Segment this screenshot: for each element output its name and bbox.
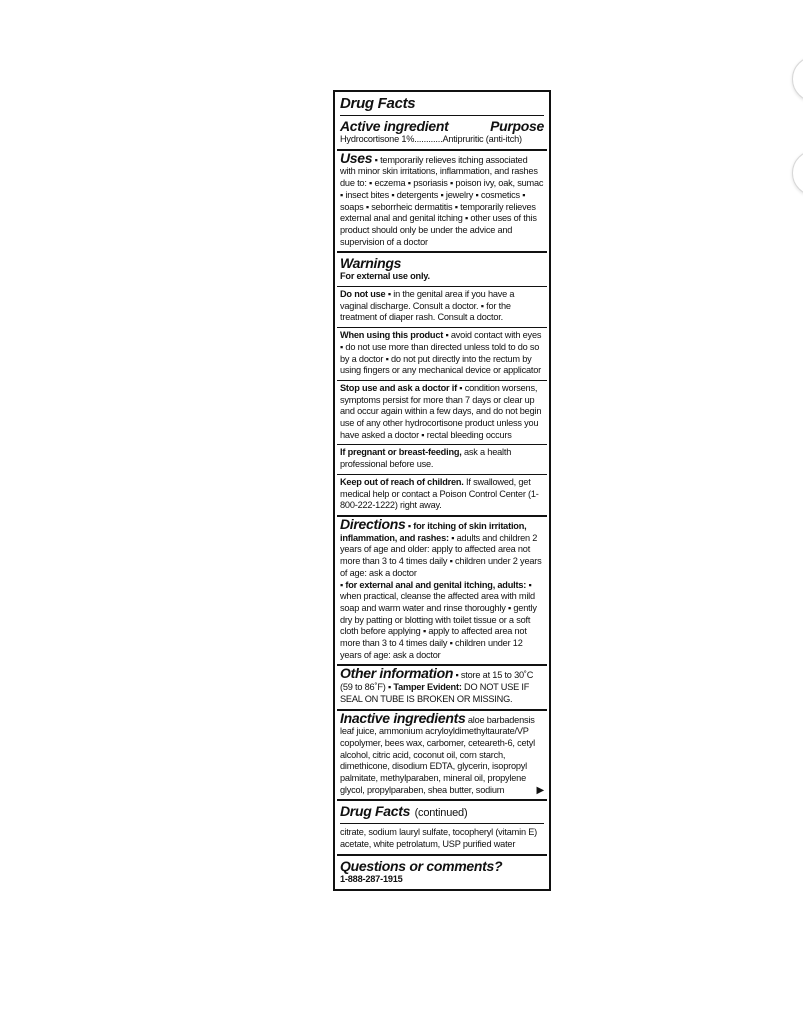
drug-facts-title: Drug Facts — [340, 94, 544, 116]
tamper-evident-text: DO NOT USE IF SEAL ON TUBE IS BROKEN OR MISSING. — [340, 682, 530, 704]
do-not-use-text: ▪ in the genital area if you have a vaginal discharge. Consult a doctor. ▪ for the treatment of diaper rash. Consult a doctor. — [340, 289, 515, 323]
pregnant-label: If pregnant or breast-feeding, — [340, 447, 462, 458]
keep-out-label: Keep out of reach of children. — [340, 476, 464, 487]
directions-section — [337, 515, 547, 664]
when-using-text: ▪ avoid contact with eyes ▪ do not use more than directed unless told to do so by a doctor ▪ do not put directly into the rectum by using fingers or any mechanical device or applicator — [340, 330, 542, 376]
other-info-storage: ▪ store at 15 to 30˚C (59 to 86˚F) — [340, 670, 534, 693]
active-ingredient-heading: Active ingredient — [340, 118, 449, 134]
drug-facts-panel — [333, 90, 551, 891]
stop-use-text: ▪ condition worsens, symptoms persist for more than 7 days or clear up and occur again within a few days, and do not begin use of any other hydrocortisone product unless you have asked a doctor ▪ rectal bleeding occurs — [340, 382, 542, 440]
warnings-heading: Warnings — [340, 255, 402, 272]
questions-phone: 1-888-287-1915 — [340, 873, 403, 884]
inactive-text: aloe barbadensis leaf juice, ammonium acryloyldimethyltaurate/VP copolymer, bees wax, carbomer, ceteareth-6, cetyl alcohol, citric acid, coconut oil, corn starch, dimethicone, disodium EDTA, glycerin, isopropyl palmitate, methylparaben, mineral oil, propylene glycol, propylparaben, shea butter, sodium — [340, 714, 535, 795]
uses-section: Uses ▪ temporarily relieves itching associated with minor skin irritations, inflammation, and rashes due to: ▪ eczema ▪ psoriasis ▪ poison ivy, oak, sumac ▪ insect bites ▪ detergents ▪ jewelry ▪ cosmetics ▪ soaps ▪ seborrheic dermatitis ▪ temporarily relieves external anal and genital itching ▪ other uses of this product should only be under the advice and supervision of a doctor — [337, 149, 547, 252]
keep-out-section — [337, 474, 547, 515]
external-use-text: For external use only. — [340, 271, 430, 282]
directions-part2-text: ▪ when practical, cleanse the affected area with mild soap and warm water and rinse thoroughly ▪ gently dry by patting or blotting with toilet tissue or a soft cloth before applying ▪ apply to affected area not more than 3 to 4 times daily ▪ children under 12 years of age: ask a doctor — [340, 579, 537, 660]
when-using-label: When using this product — [340, 330, 444, 341]
inactive-section — [337, 709, 547, 800]
stop-use-label: Stop use and ask a doctor if — [340, 382, 457, 393]
directions-part1-text: ▪ adults and children 2 years of age and older: apply to affected area not more than 3 to 4 times daily ▪ children under 2 years of age: ask a doctor — [340, 532, 542, 578]
questions-section — [337, 854, 547, 889]
warnings-section — [337, 251, 547, 286]
stop-use-section — [337, 380, 547, 445]
pregnant-text: ask a health professional before use. — [340, 447, 512, 470]
tamper-evident-label: ▪ Tamper Evident: — [387, 682, 462, 693]
viewer-side-button[interactable] — [792, 56, 803, 102]
uses-heading: Uses — [340, 149, 373, 166]
active-ingredient-line: Hydrocortisone 1%............Antipruritic (anti-itch) — [340, 134, 522, 144]
viewer-side-button[interactable] — [792, 150, 803, 196]
directions-part2-label: ▪ for external anal and genital itching, adults: — [340, 579, 527, 590]
purpose-heading: Purpose — [490, 118, 544, 134]
do-not-use-section — [337, 286, 547, 327]
title-section — [337, 92, 547, 149]
other-info-section — [337, 664, 547, 708]
directions-part1-label: ▪ for itching of skin irritation, inflammation, and rashes: — [340, 520, 527, 543]
pregnant-section — [337, 444, 547, 473]
continued-suffix: (continued) — [414, 807, 468, 820]
uses-text: temporarily relieves itching associated with minor skin irritations, inflammation, and rashes due to: ▪ eczema ▪ psoriasis ▪ poison ivy, oak, sumac ▪ insect bites ▪ detergents ▪ jewelry ▪ cosmetics ▪ soaps ▪ seborrheic dermatitis ▪ temporarily relieves external anal and genital itching ▪ other uses of this product should only be under the advice and supervision of a doctor — [340, 154, 544, 247]
directions-heading: Directions — [340, 515, 406, 532]
inactive-heading: Inactive ingredients — [340, 709, 466, 726]
continued-section — [337, 799, 547, 853]
other-info-heading: Other information — [340, 665, 454, 682]
continued-heading: Drug Facts — [340, 803, 411, 820]
do-not-use-label: Do not use — [340, 289, 386, 300]
continued-text: citrate, sodium lauryl sulfate, tocopheryl (vitamin E) acetate, white petrolatum, USP purified water — [340, 827, 538, 850]
keep-out-text: If swallowed, get medical help or contact a Poison Control Center (1-800-222-1222) right away. — [340, 476, 539, 511]
continued-arrow-icon: ▶ — [536, 784, 544, 796]
questions-heading: Questions or comments? — [340, 857, 503, 874]
when-using-section — [337, 327, 547, 380]
